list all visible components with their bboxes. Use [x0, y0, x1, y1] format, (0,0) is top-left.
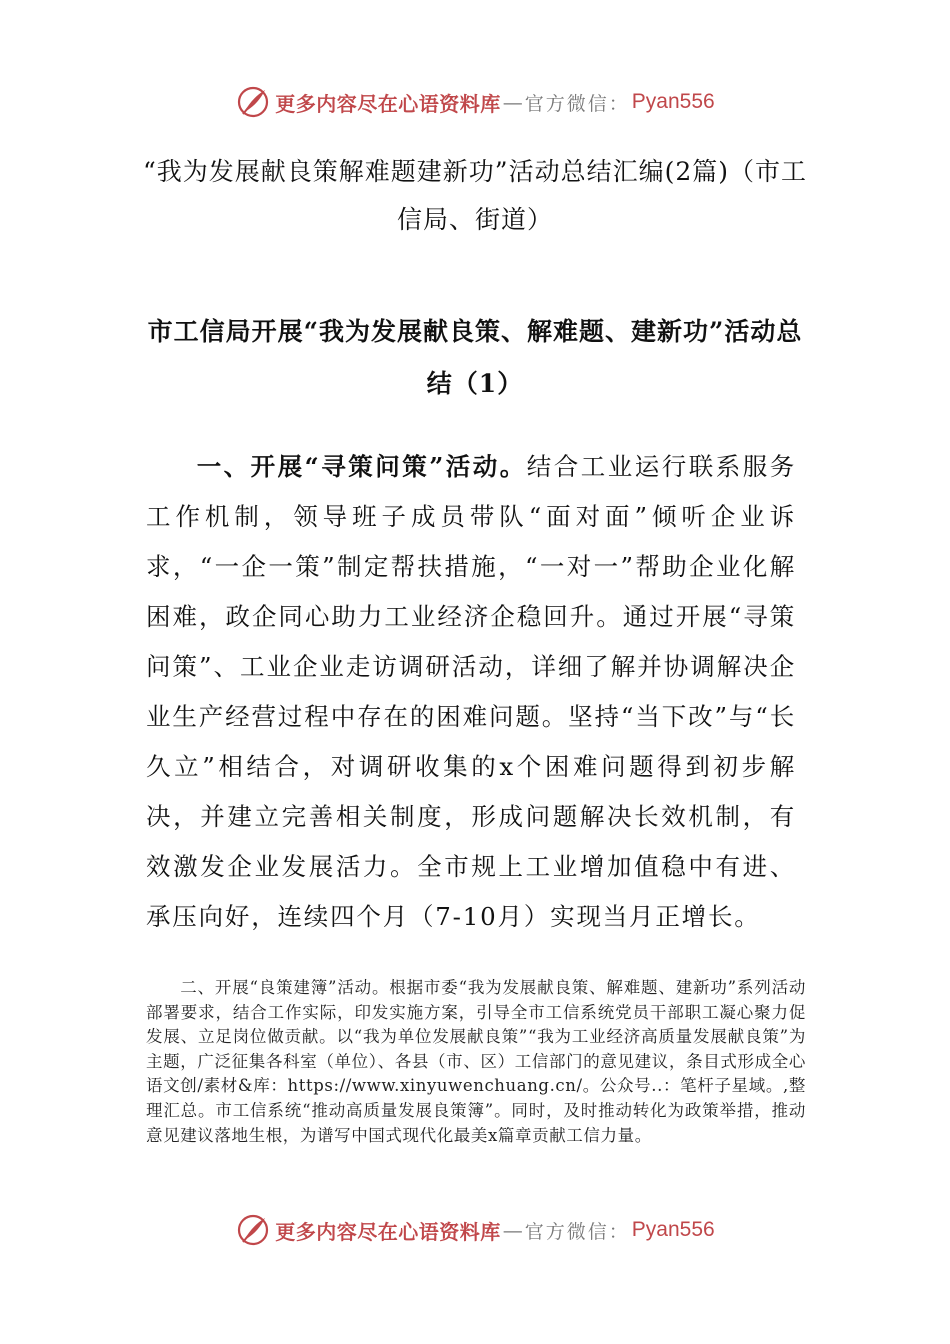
banner-text: 更多内容尽在心语资料库 — [275, 1219, 501, 1244]
paragraph-2 — [146, 976, 806, 1148]
quill-logo-icon — [235, 84, 271, 120]
banner-wechat-id: Pyan556 — [631, 90, 715, 113]
paragraph-1-lead: 一、开展“寻策问策”活动。 — [196, 452, 527, 481]
paragraph-2-text: 二、开展“良策建簿”活动。根据市委“我为发展献良策、解难题、建新功”系列活动部署要求，结合工作实际，印发实施方案，引导全市工信系统党员干部职工凝心聚力促发展、立足岗位做贡献。以“我为单位发展献良策”“我为工业经济高质量发展献良策”为主题，广泛征集各科室（单位）、各县（市、区）工信部门的意见建议，条目式形成全心语文创/素材&库：https://www.xinyuwenchuang.cn/。公众号..：笔杆子星域。,整理汇总。市工信系统“推动高质量发展良策簿”。同时，及时推动转化为政策举措，推动意见建议落地生根，为谱写中国式现代化最美x篇章贡献工信力量。 — [146, 978, 806, 1145]
header-watermark-banner — [0, 82, 950, 122]
banner-wechat-label: 官方微信： — [524, 1220, 630, 1243]
banner-wechat-label: 官方微信： — [524, 92, 630, 115]
document-title: “我为发展献良策解难题建新功”活动总结汇编(2篇)（市工信局、街道） — [143, 157, 807, 234]
footer-watermark-banner — [0, 1210, 950, 1250]
paragraph-1-body: 结合工业运行联系服务工作机制，领导班子成员带队“面对面”倾听企业诉求，“一企一策”制定帮扶措施，“一对一”帮助企业化解困难，政企同心助力工业经济企稳回升。通过开展“寻策问策”、工业企业走访调研活动，详细了解并协调解决企业生产经营过程中存在的困难问题。坚持“当下改”与“长久立”相结合，对调研收集的x个困难问题得到初步解决，并建立完善相关制度，形成问题解决长效机制，有效激发企业发展活力。全市规上工业增加值稳中有进、承压向好，连续四个月（7-10月）实现当月正增长。 — [146, 452, 796, 931]
banner-wechat-id: Pyan556 — [631, 1218, 715, 1241]
banner-dash: — — [502, 90, 523, 114]
banner-text: 更多内容尽在心语资料库 — [275, 91, 501, 116]
quill-logo-icon — [235, 1212, 271, 1248]
paragraph-1 — [146, 442, 796, 942]
section-title: 市工信局开展“我为发展献良策、解难题、建新功”活动总结（1） — [147, 317, 803, 398]
banner-dash: — — [502, 1218, 523, 1242]
